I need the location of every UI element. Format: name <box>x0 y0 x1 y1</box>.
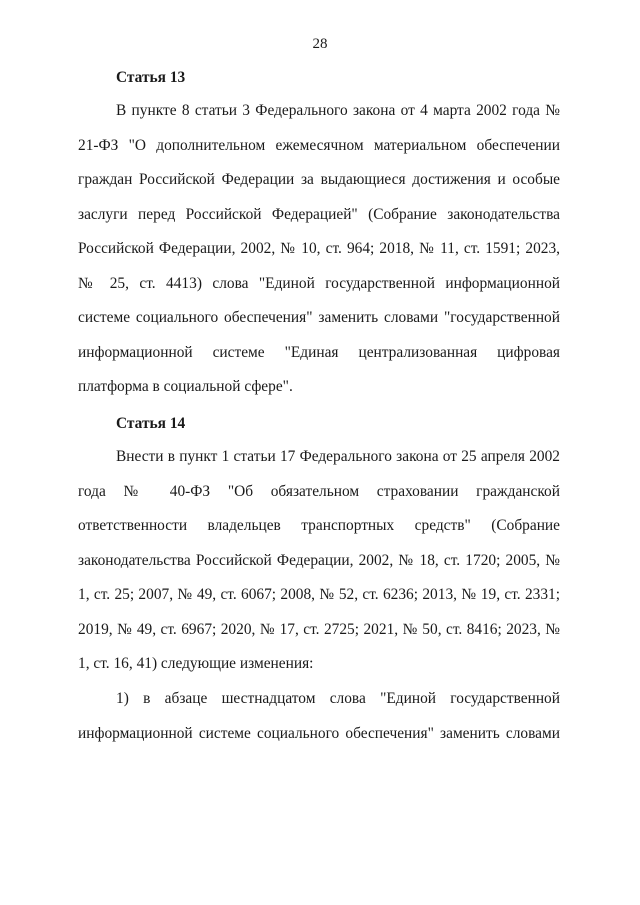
article-13 <box>78 68 560 88</box>
article-14-item-1: 1) в абзаце шестнадцатом слова "Единой государственной информационной системе социального обеспечения" заменить словами <box>78 690 560 742</box>
article-13-body <box>78 94 560 405</box>
article-13-heading: Статья 13 <box>116 69 186 86</box>
article-14-paragraph: Внести в пункт 1 статьи 17 Федерального закона от 25 апреля 2002 года № 40-ФЗ "Об обязательном страховании гражданской ответственности владельцев транспортных средств" (Собрание законодательства Российской Федерации, 2002, № 18, ст. 1720; 2005, № 1, ст. 25; 2007, № 49, ст. 6067; 2008, № 52, ст. 6236; 2013, № 19, ст. 2331; 2019, № 49, ст. 6967; 2020, № 17, ст. 2725; 2021, № 50, ст. 8416; 2023, № 1, ст. 16, 41) следующие изменения: <box>78 448 560 672</box>
article-14-body <box>78 440 560 682</box>
article-14-item-1-block <box>78 682 560 751</box>
article-14 <box>78 414 560 434</box>
article-13-paragraph: В пункте 8 статьи 3 Федерального закона от 4 марта 2002 года № 21-ФЗ "О дополнительном ежемесячном материальном обеспечении граждан Российской Федерации за выдающиеся достижения и особые заслуги перед Российской Федерацией" (Собрание законодательства Российской Федерации, 2002, № 10, ст. 964; 2018, № 11, ст. 1591; 2023, № 25, ст. 4413) слова "Единой государственной информационной системе социального обеспечения" заменить словами "государственной информационной системе "Единая централизованная цифровая платформа в социальной сфере". <box>78 102 560 395</box>
article-14-heading: Статья 14 <box>116 415 186 432</box>
page-number: 28 <box>312 36 328 52</box>
